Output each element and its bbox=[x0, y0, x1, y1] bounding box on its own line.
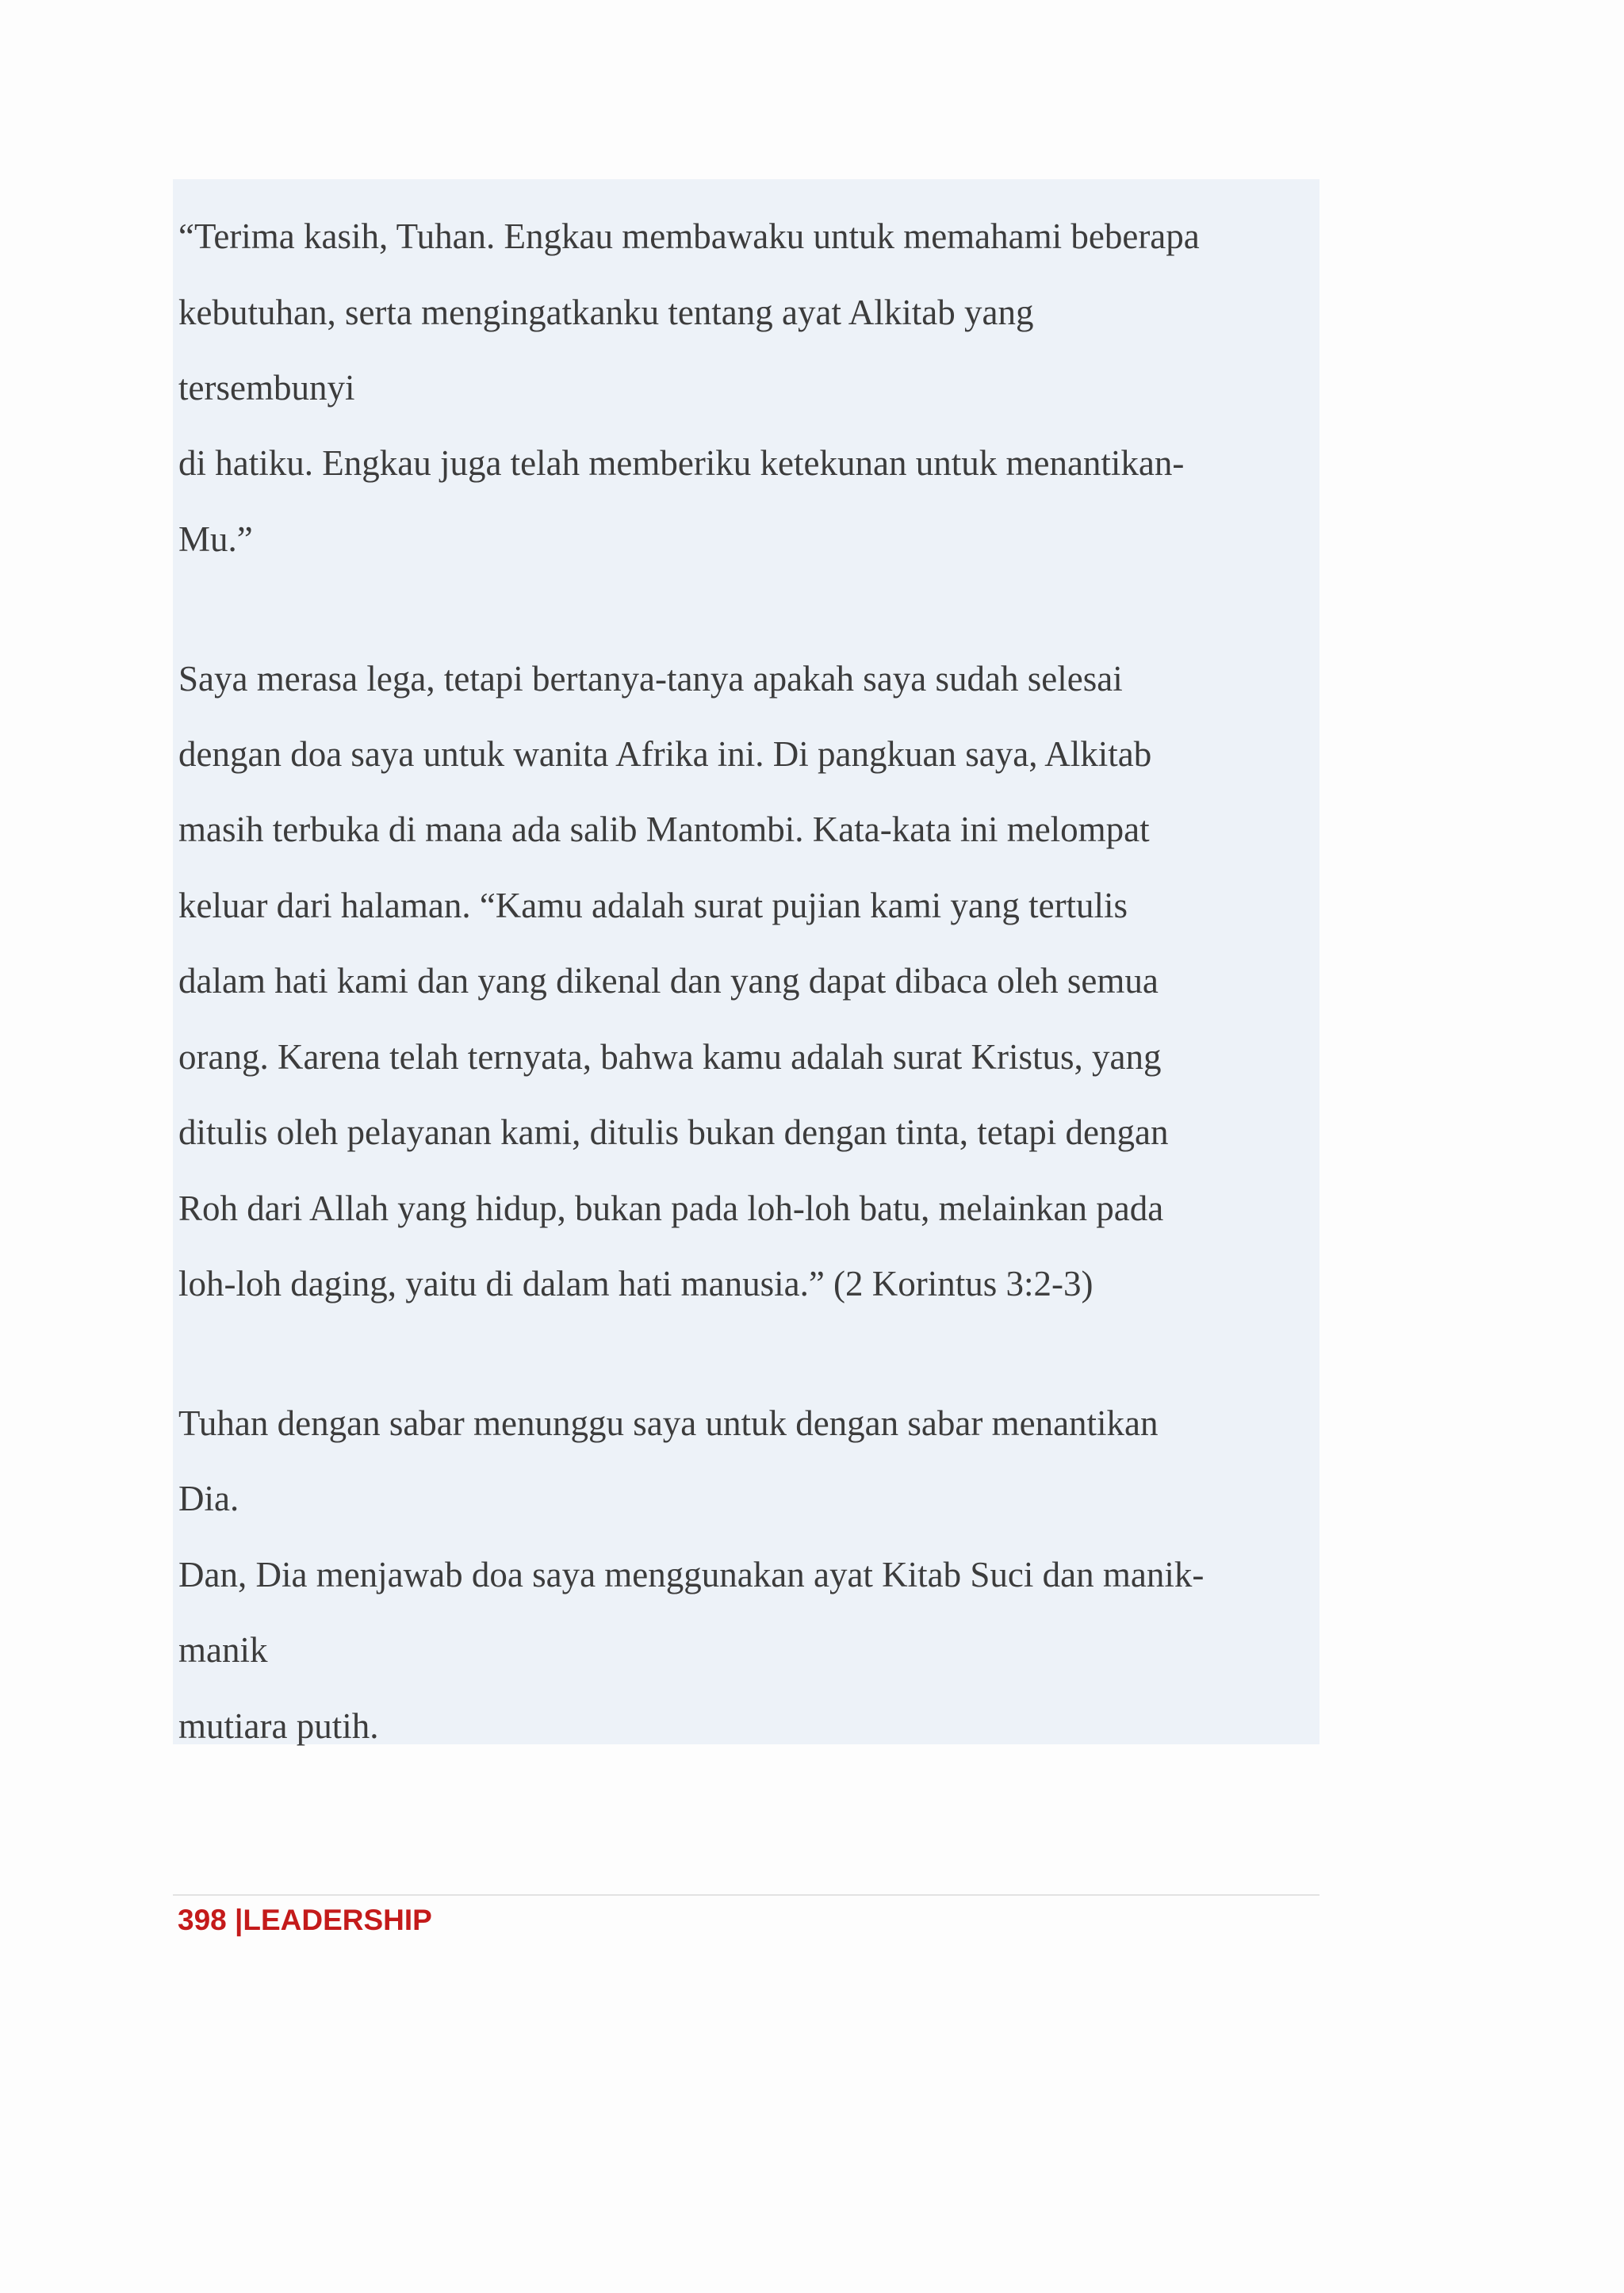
page-footer: 398 |LEADERSHIP bbox=[178, 1904, 432, 1936]
text-line: orang. Karena telah ternyata, bahwa kamu adalah surat Kristus, yang bbox=[178, 1037, 1162, 1077]
text-line: mutiara putih. bbox=[178, 1706, 379, 1746]
highlighted-text-block bbox=[173, 179, 1320, 1744]
text-line: tersembunyi bbox=[178, 368, 355, 408]
text-line: Dia. bbox=[178, 1479, 239, 1518]
text-line: manik bbox=[178, 1630, 268, 1670]
text-line: di hatiku. Engkau juga telah memberiku ketekunan untuk menantikan- bbox=[178, 443, 1185, 483]
text-line: Roh dari Allah yang hidup, bukan pada loh-loh batu, melainkan pada bbox=[178, 1189, 1164, 1228]
text-line: ditulis oleh pelayanan kami, ditulis bukan dengan tinta, tetapi dengan bbox=[178, 1112, 1169, 1152]
footer-divider bbox=[173, 1894, 1320, 1896]
text-line: Tuhan dengan sabar menunggu saya untuk dengan sabar menantikan bbox=[178, 1403, 1159, 1443]
text-line: kebutuhan, serta mengingatkanku tentang ayat Alkitab yang bbox=[178, 293, 1034, 332]
text-line: “Terima kasih, Tuhan. Engkau membawaku untuk memahami beberapa bbox=[178, 216, 1200, 256]
text-line: dengan doa saya untuk wanita Afrika ini. Di pangkuan saya, Alkitab bbox=[178, 734, 1152, 774]
text-line: loh-loh daging, yaitu di dalam hati manusia.” (2 Korintus 3:2-3) bbox=[178, 1264, 1094, 1303]
text-line: dalam hati kami dan yang dikenal dan yang dapat dibaca oleh semua bbox=[178, 961, 1159, 1001]
text-line: keluar dari halaman. “Kamu adalah surat pujian kami yang tertulis bbox=[178, 886, 1128, 925]
text-line: masih terbuka di mana ada salib Mantombi. Kata-kata ini melompat bbox=[178, 810, 1150, 849]
text-line: Saya merasa lega, tetapi bertanya-tanya apakah saya sudah selesai bbox=[178, 659, 1123, 699]
text-line: Mu.” bbox=[178, 519, 253, 559]
text-line: Dan, Dia menjawab doa saya menggunakan ayat Kitab Suci dan manik- bbox=[178, 1555, 1205, 1594]
